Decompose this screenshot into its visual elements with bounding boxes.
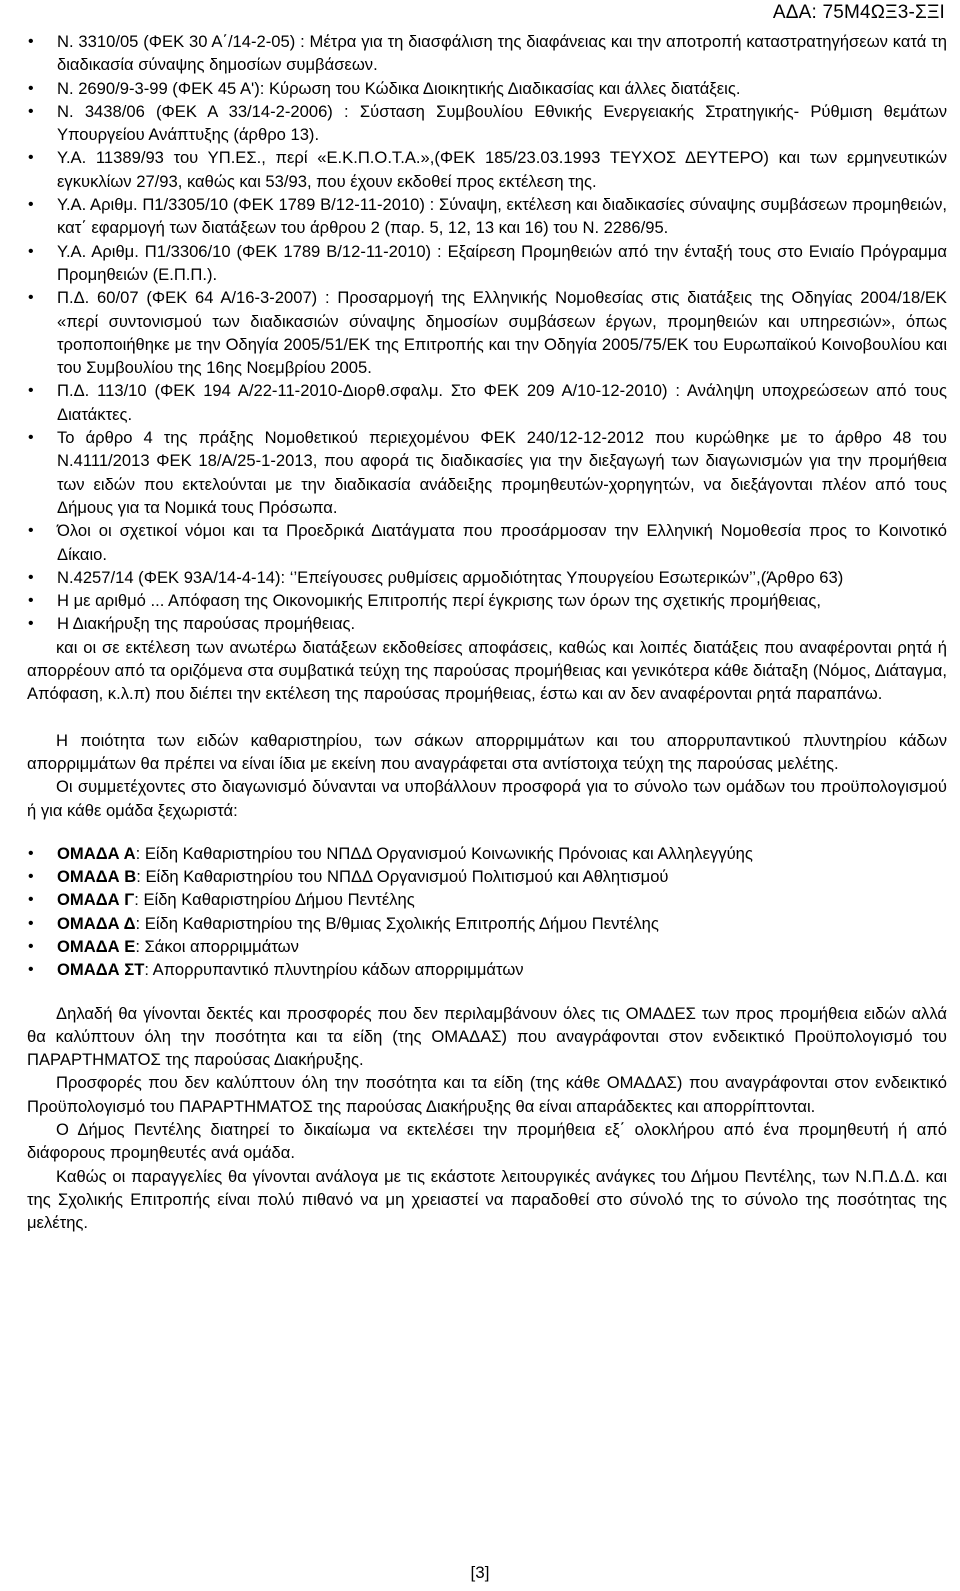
group-text: : Είδη Καθαριστηρίου Δήμου Πεντέλης xyxy=(134,890,415,910)
group-item xyxy=(27,888,947,911)
paragraph-offers: Δηλαδή θα γίνονται δεκτές και προσφορές που δεν περιλαμβάνουν όλες τις ΟΜΑΔΕΣ των προς προμήθεια ειδών αλλά θα καλύπτουν όλη την ποσότητα και τα είδη (της ΟΜΑΔΑΣ) που αναγράφονται στον ενδεικτικό Προϋπολογισμό του ΠΑΡΑΡΤΗΜΑΤΟΣ της παρούσας Διακήρυξης. xyxy=(27,1003,947,1070)
group-label: ΟΜΑΔΑ Β xyxy=(57,867,137,887)
page-number: [3] xyxy=(470,1563,490,1582)
group-text: : Είδη Καθαριστηρίου του ΝΠΔΔ Οργανισμού Πολιτισμού και Αθλητισμού xyxy=(136,867,669,887)
list-item: • Ν. 3310/05 (ΦΕΚ 30 Α΄/14-2-05) : Μέτρα για τη διασφάλιση της διαφάνειας και την αποτροπή καταστρατηγήσεων κατά τη διαδικασία σύναψης δημοσίων συμβάσεων. xyxy=(27,30,947,77)
group-label: ΟΜΑΔΑ Δ xyxy=(57,913,136,933)
list-item: • Ν. 2690/9-3-99 (ΦΕΚ 45 Α'): Κύρωση του Κώδικα Διοικητικής Διαδικασίας και άλλες διατάξεις. xyxy=(27,77,947,100)
group-label: ΟΜΑΔΑ Ε xyxy=(57,936,136,956)
paragraph-participants: Οι συμμετέχοντες στο διαγωνισμό δύνανται να υποβάλλουν προσφορά για το σύνολο των ομάδων του προϋπολογισμού ή για κάθε ομάδα ξεχωριστά: xyxy=(27,777,947,820)
list-item: • Υ.Α. 11389/93 του ΥΠ.ΕΣ., περί «Ε.Κ.Π.Ο.Τ.Α.»,(ΦΕΚ 185/23.03.1993 ΤΕΥΧΟΣ ΔΕΥΤΕΡΟ) και των ερμηνευτικών εγκυκλίων 27/93, καθώς και 53/93, που έχουν εκδοθεί προς εκτέλεση της. xyxy=(27,146,947,193)
list-item: • Ν. 3438/06 (ΦΕΚ Α 33/14-2-2006) : Σύσταση Συμβουλίου Εθνικής Ενεργειακής Στρατηγικής- Ρύθμιση θεμάτων Υπουργείου Ανάπτυξης (άρθρο 13). xyxy=(27,100,947,147)
paragraph-right: Ο Δήμος Πεντέλης διατηρεί το δικαίωμα να εκτελέσει την προμήθεια εξ΄ ολοκλήρου από ένα προμηθευτή ή από διάφορους προμηθευτές ανά ομάδα. xyxy=(27,1120,947,1163)
group-text: : Είδη Καθαριστηρίου του ΝΠΔΔ Οργανισμού Κοινωνικής Πρόνοιας και Αλληλεγγύης xyxy=(135,843,753,863)
list-item: • Ν.4257/14 (ΦΕΚ 93Α/14-4-14): ‘’Επείγουσες ρυθμίσεις αρμοδιότητας Υπουργείου Εσωτερικών’’,(Άρθρο 63) xyxy=(27,566,947,589)
list-item: • Το άρθρο 4 της πράξης Νομοθετικού περιεχομένου ΦΕΚ 240/12-12-2012 που κυρώθηκε με το άρθρο 48 του Ν.4111/2013 ΦΕΚ 18/Α/25-1-2013, που αφορά τις διαδικασίες για την διεξαγωγή των διαγωνισμών για την προμήθεια των ειδών που εκτελούνται με την διαδικασία ανάδειξης προμηθευτών-χορηγητών, να διεξάγονται πλέον από τους Δήμους για τα Νομικά τους Πρόσωπα. xyxy=(27,426,947,519)
group-item xyxy=(27,935,947,958)
list-item: • Η Διακήρυξη της παρούσας προμήθειας. xyxy=(27,612,947,635)
group-label: ΟΜΑΔΑ Γ xyxy=(57,890,135,910)
group-text: : Είδη Καθαριστηρίου της Β/θμιας Σχολικής Επιτροπής Δήμου Πεντέλης xyxy=(135,913,659,933)
document-body xyxy=(27,30,947,1235)
group-text: : Απορρυπαντικό πλυντηρίου κάδων απορριμμάτων xyxy=(144,960,524,980)
group-item xyxy=(27,912,947,935)
paragraph-execution: και οι σε εκτέλεση των ανωτέρω διατάξεων εκδοθείσες αποφάσεις, καθώς και λοιπές διατάξεις που αναφέρονται ρητά ή απορρέουν από τα οριζόμενα στα συμβατικά τεύχη της παρούσας προμήθειας και γενικότερα κάθε διάταξη (Νόμος, Διάταγμα, Απόφαση, κ.λ.π) που διέπει την εκτέλεση της παρούσας προμήθειας, έστω και αν δεν αναφέρονται ρητά παραπάνω. xyxy=(27,637,947,704)
groups-list xyxy=(27,842,947,982)
paragraph-orders: Καθώς οι παραγγελίες θα γίνονται ανάλογα με τις εκάστοτε λειτουργικές ανάγκες του Δήμου Πεντέλης, των Ν.Π.Δ.Δ. και της Σχολικής Επιτροπής είναι πολύ πιθανό να μη χρειαστεί να παραδοθεί στο σύνολό της το σύνολο της ποσότητας της μελέτης. xyxy=(27,1166,947,1233)
legal-framework-list xyxy=(27,30,947,636)
group-item xyxy=(27,865,947,888)
list-item: • Π.Δ. 113/10 (ΦΕΚ 194 Α/22-11-2010-Διορθ.σφαλμ. Στο ΦΕΚ 209 Α/10-12-2010) : Ανάληψη υποχρεώσεων από τους Διατάκτες. xyxy=(27,379,947,426)
group-item xyxy=(27,958,947,981)
list-item: • Π.Δ. 60/07 (ΦΕΚ 64 Α/16-3-2007) : Προσαρμογή της Ελληνικής Νομοθεσίας στις διατάξεις της Οδηγίας 2004/18/ΕΚ «περί συντονισμού των διαδικασιών σύναψης δημοσίων συμβάσεων έργων, προμηθειών και υπηρεσιών», όπως τροποποιήθηκε με την Οδηγία 2005/51/ΕΚ της Επιτροπής και την Οδηγία 2005/75/ΕΚ του Ευρωπαϊκού Κοινοβουλίου και του Συμβουλίου της 16ης Νοεμβρίου 2005. xyxy=(27,286,947,379)
group-item xyxy=(27,842,947,865)
ada-code: ΑΔΑ: 75Μ4ΩΞ3-ΣΞΙ xyxy=(772,2,945,23)
list-item: • Υ.Α. Αριθμ. Π1/3305/10 (ΦΕΚ 1789 Β/12-11-2010) : Σύναψη, εκτέλεση και διαδικασίες σύναψης συμβάσεων προμηθειών, κατ΄ εφαρμογή των διατάξεων του άρθρου 2 (παρ. 5, 12, 13 και 16) του Ν. 2286/95. xyxy=(27,193,947,240)
paragraph-rejected: Προσφορές που δεν καλύπτουν όλη την ποσότητα και τα είδη (της κάθε ΟΜΑΔΑΣ) που αναγράφονται στον ενδεικτικό Προϋπολογισμό του ΠΑΡΑΡΤΗΜΑΤΟΣ της παρούσας Διακήρυξης θα είναι απαράδεκτες και απορρίπτονται. xyxy=(27,1073,947,1116)
list-item: • Όλοι οι σχετικοί νόμοι και τα Προεδρικά Διατάγματα που προσάρμοσαν την Ελληνική Νομοθεσία προς το Κοινοτικό Δίκαιο. xyxy=(27,519,947,566)
paragraph-quality: Η ποιότητα των ειδών καθαριστηρίου, των σάκων απορριμμάτων και του απορρυπαντικού πλυντηρίου κάδων απορριμμάτων θα πρέπει να είναι ίδια με εκείνη που αναγράφεται στα αντίστοιχα τεύχη της παρούσας μελέτης. xyxy=(27,730,947,773)
list-item: • Η με αριθμό ... Απόφαση της Οικονομικής Επιτροπής περί έγκρισης των όρων της σχετικής προμήθειας, xyxy=(27,589,947,612)
group-label: ΟΜΑΔΑ ΣΤ xyxy=(57,960,145,980)
list-item: • Υ.Α. Αριθμ. Π1/3306/10 (ΦΕΚ 1789 Β/12-11-2010) : Εξαίρεση Προμηθειών από την ένταξή τους στο Ενιαίο Πρόγραμμα Προμηθειών (Ε.Π.Π.). xyxy=(27,240,947,287)
group-label: ΟΜΑΔΑ Α xyxy=(57,843,136,863)
group-text: : Σάκοι απορριμμάτων xyxy=(135,936,299,956)
